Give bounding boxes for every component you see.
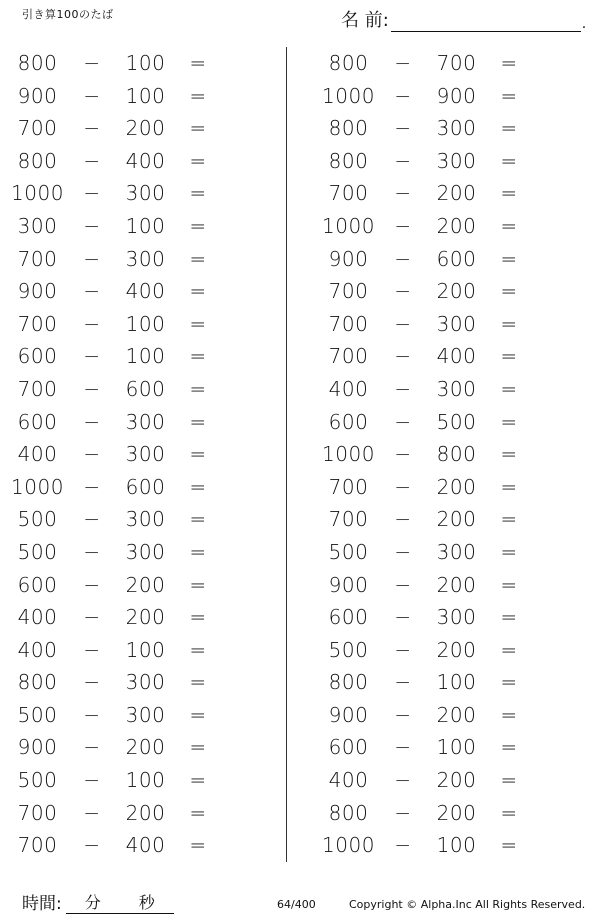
subtrahend: 200 bbox=[436, 637, 477, 662]
minus-sign: − bbox=[394, 539, 412, 564]
problem-row bbox=[0, 699, 270, 732]
subtrahend: 100 bbox=[436, 735, 477, 760]
page-number: 64/400 bbox=[277, 898, 316, 911]
problem-row bbox=[0, 145, 270, 178]
minus-sign: − bbox=[394, 702, 412, 727]
minuend: 500 bbox=[328, 637, 369, 662]
subtrahend: 300 bbox=[125, 670, 166, 695]
equals-sign: = bbox=[189, 51, 207, 75]
problem-row bbox=[311, 569, 581, 602]
equals-sign: = bbox=[500, 409, 518, 434]
equals-sign: = bbox=[500, 507, 518, 532]
minus-sign: − bbox=[83, 376, 101, 401]
minuend: 700 bbox=[328, 311, 369, 336]
equals-sign: = bbox=[500, 442, 518, 467]
subtrahend: 100 bbox=[125, 344, 166, 369]
minus-sign: − bbox=[394, 181, 412, 206]
problem-row bbox=[311, 601, 581, 634]
minus-sign: − bbox=[394, 344, 412, 369]
equals-sign: = bbox=[500, 181, 518, 206]
problem-row bbox=[0, 275, 270, 308]
minuend: 700 bbox=[17, 800, 58, 825]
problem-row bbox=[311, 666, 581, 699]
equals-sign: = bbox=[500, 213, 518, 238]
subtrahend: 100 bbox=[125, 83, 166, 108]
minuend: 500 bbox=[17, 702, 58, 727]
minus-sign: − bbox=[83, 800, 101, 825]
minus-sign: − bbox=[394, 572, 412, 597]
subtrahend: 300 bbox=[436, 148, 477, 173]
minuend: 700 bbox=[328, 507, 369, 532]
subtrahend: 100 bbox=[125, 311, 166, 336]
minuend: 800 bbox=[17, 670, 58, 695]
minuend: 1000 bbox=[322, 213, 375, 238]
minus-sign: − bbox=[83, 637, 101, 662]
minus-sign: − bbox=[83, 670, 101, 695]
minuend: 800 bbox=[328, 116, 369, 141]
problem-column-left bbox=[0, 47, 270, 862]
minuend: 700 bbox=[17, 246, 58, 271]
subtrahend: 700 bbox=[436, 51, 477, 75]
equals-sign: = bbox=[500, 376, 518, 401]
equals-sign: = bbox=[189, 83, 207, 108]
minutes-label: 分 bbox=[84, 893, 101, 912]
minuend: 800 bbox=[328, 800, 369, 825]
subtrahend: 100 bbox=[125, 637, 166, 662]
problem-row bbox=[0, 243, 270, 276]
minuend: 400 bbox=[17, 442, 58, 467]
equals-sign: = bbox=[500, 148, 518, 173]
minuend: 900 bbox=[328, 572, 369, 597]
problem-row bbox=[311, 373, 581, 406]
equals-sign: = bbox=[500, 833, 518, 858]
problem-row bbox=[0, 177, 270, 210]
minuend: 700 bbox=[17, 116, 58, 141]
minus-sign: − bbox=[394, 768, 412, 793]
minuend: 400 bbox=[328, 768, 369, 793]
subtrahend: 800 bbox=[436, 442, 477, 467]
subtrahend: 400 bbox=[125, 833, 166, 858]
problem-row bbox=[311, 797, 581, 830]
worksheet-title: 引き算100のたば bbox=[22, 8, 114, 21]
subtrahend: 300 bbox=[436, 116, 477, 141]
minus-sign: − bbox=[394, 213, 412, 238]
minus-sign: − bbox=[394, 148, 412, 173]
equals-sign: = bbox=[189, 148, 207, 173]
subtrahend: 100 bbox=[436, 833, 477, 858]
equals-sign: = bbox=[500, 246, 518, 271]
equals-sign: = bbox=[500, 800, 518, 825]
problem-row bbox=[0, 601, 270, 634]
minuend: 700 bbox=[17, 376, 58, 401]
problem-row bbox=[0, 666, 270, 699]
equals-sign: = bbox=[500, 474, 518, 499]
equals-sign: = bbox=[500, 311, 518, 336]
subtrahend: 200 bbox=[436, 474, 477, 499]
minuend: 600 bbox=[328, 735, 369, 760]
subtrahend: 300 bbox=[436, 605, 477, 630]
equals-sign: = bbox=[189, 213, 207, 238]
subtrahend: 200 bbox=[436, 507, 477, 532]
minus-sign: − bbox=[394, 442, 412, 467]
subtrahend: 300 bbox=[125, 702, 166, 727]
equals-sign: = bbox=[500, 539, 518, 564]
subtrahend: 200 bbox=[436, 279, 477, 304]
equals-sign: = bbox=[189, 344, 207, 369]
equals-sign: = bbox=[189, 768, 207, 793]
problem-row bbox=[0, 569, 270, 602]
subtrahend: 400 bbox=[125, 279, 166, 304]
minuend: 800 bbox=[328, 148, 369, 173]
problem-row bbox=[311, 731, 581, 764]
minuend: 700 bbox=[17, 833, 58, 858]
problem-row bbox=[311, 634, 581, 667]
equals-sign: = bbox=[500, 605, 518, 630]
name-end-mark: . bbox=[581, 16, 587, 32]
problem-row bbox=[311, 177, 581, 210]
minuend: 1000 bbox=[11, 181, 64, 206]
minus-sign: − bbox=[394, 246, 412, 271]
problem-row bbox=[311, 340, 581, 373]
problem-row bbox=[311, 112, 581, 145]
subtrahend: 300 bbox=[436, 539, 477, 564]
subtrahend: 100 bbox=[125, 213, 166, 238]
subtrahend: 300 bbox=[125, 539, 166, 564]
minuend: 800 bbox=[17, 51, 58, 75]
subtrahend: 200 bbox=[125, 605, 166, 630]
subtrahend: 300 bbox=[436, 311, 477, 336]
subtrahend: 200 bbox=[125, 572, 166, 597]
problem-row bbox=[311, 536, 581, 569]
minus-sign: − bbox=[394, 833, 412, 858]
equals-sign: = bbox=[189, 279, 207, 304]
subtrahend: 300 bbox=[125, 246, 166, 271]
subtrahend: 300 bbox=[125, 507, 166, 532]
equals-sign: = bbox=[189, 605, 207, 630]
subtrahend: 900 bbox=[436, 83, 477, 108]
problem-row bbox=[311, 503, 581, 536]
problem-row bbox=[0, 797, 270, 830]
equals-sign: = bbox=[189, 409, 207, 434]
minuend: 900 bbox=[17, 83, 58, 108]
minus-sign: − bbox=[394, 735, 412, 760]
problem-row bbox=[0, 503, 270, 536]
subtrahend: 200 bbox=[436, 572, 477, 597]
subtrahend: 100 bbox=[125, 51, 166, 75]
time-label: 時間: bbox=[22, 894, 62, 914]
minus-sign: − bbox=[394, 507, 412, 532]
equals-sign: = bbox=[500, 116, 518, 141]
time-field bbox=[22, 889, 174, 914]
problem-row bbox=[311, 406, 581, 439]
minuend: 500 bbox=[17, 768, 58, 793]
problem-row bbox=[311, 764, 581, 797]
minus-sign: − bbox=[83, 474, 101, 499]
minus-sign: − bbox=[394, 311, 412, 336]
minuend: 300 bbox=[17, 213, 58, 238]
minuend: 900 bbox=[328, 702, 369, 727]
problem-row bbox=[0, 308, 270, 341]
minus-sign: − bbox=[83, 409, 101, 434]
equals-sign: = bbox=[189, 376, 207, 401]
equals-sign: = bbox=[189, 116, 207, 141]
problem-row bbox=[0, 471, 270, 504]
minuend: 500 bbox=[328, 539, 369, 564]
problem-row bbox=[311, 275, 581, 308]
subtrahend: 300 bbox=[436, 376, 477, 401]
minuend: 900 bbox=[328, 246, 369, 271]
problem-row bbox=[0, 373, 270, 406]
minus-sign: − bbox=[83, 833, 101, 858]
minuend: 600 bbox=[17, 572, 58, 597]
equals-sign: = bbox=[189, 637, 207, 662]
subtrahend: 400 bbox=[436, 344, 477, 369]
minus-sign: − bbox=[83, 735, 101, 760]
equals-sign: = bbox=[189, 311, 207, 336]
equals-sign: = bbox=[500, 279, 518, 304]
minus-sign: − bbox=[83, 246, 101, 271]
minus-sign: − bbox=[83, 539, 101, 564]
equals-sign: = bbox=[500, 637, 518, 662]
minus-sign: − bbox=[83, 148, 101, 173]
subtrahend: 100 bbox=[125, 768, 166, 793]
problem-row bbox=[311, 438, 581, 471]
minus-sign: − bbox=[83, 116, 101, 141]
equals-sign: = bbox=[500, 83, 518, 108]
minus-sign: − bbox=[394, 605, 412, 630]
minus-sign: − bbox=[83, 83, 101, 108]
minus-sign: − bbox=[83, 279, 101, 304]
equals-sign: = bbox=[189, 246, 207, 271]
minuend: 500 bbox=[17, 507, 58, 532]
minuend: 900 bbox=[17, 279, 58, 304]
subtrahend: 600 bbox=[125, 474, 166, 499]
problem-row bbox=[311, 80, 581, 113]
subtrahend: 300 bbox=[125, 181, 166, 206]
problem-row bbox=[311, 47, 581, 80]
subtrahend: 200 bbox=[436, 768, 477, 793]
problem-row bbox=[0, 47, 270, 80]
problem-row bbox=[0, 80, 270, 113]
minuend: 400 bbox=[17, 605, 58, 630]
equals-sign: = bbox=[500, 51, 518, 75]
minuend: 1000 bbox=[322, 833, 375, 858]
minus-sign: − bbox=[83, 768, 101, 793]
minus-sign: − bbox=[394, 279, 412, 304]
problem-row bbox=[0, 731, 270, 764]
minuend: 700 bbox=[328, 181, 369, 206]
copyright-notice: Copyright © Alpha.Inc All Rights Reserved. bbox=[349, 898, 586, 911]
name-label: 名 前: bbox=[341, 10, 389, 31]
subtrahend: 400 bbox=[125, 148, 166, 173]
minus-sign: − bbox=[83, 702, 101, 727]
problem-row bbox=[311, 243, 581, 276]
minus-sign: − bbox=[83, 344, 101, 369]
problem-row bbox=[0, 112, 270, 145]
problem-row bbox=[0, 406, 270, 439]
equals-sign: = bbox=[189, 702, 207, 727]
minus-sign: − bbox=[83, 51, 101, 75]
minus-sign: − bbox=[83, 311, 101, 336]
problem-row bbox=[311, 145, 581, 178]
equals-sign: = bbox=[500, 670, 518, 695]
problem-row bbox=[0, 764, 270, 797]
seconds-label: 秒 bbox=[138, 893, 155, 912]
minus-sign: − bbox=[83, 181, 101, 206]
minus-sign: − bbox=[83, 213, 101, 238]
minuend: 1000 bbox=[322, 83, 375, 108]
subtrahend: 500 bbox=[436, 409, 477, 434]
problem-row bbox=[311, 210, 581, 243]
minus-sign: − bbox=[394, 637, 412, 662]
equals-sign: = bbox=[500, 735, 518, 760]
equals-sign: = bbox=[189, 442, 207, 467]
minuend: 900 bbox=[17, 735, 58, 760]
problem-column-right bbox=[311, 47, 581, 862]
subtrahend: 200 bbox=[436, 213, 477, 238]
problem-row bbox=[0, 438, 270, 471]
equals-sign: = bbox=[500, 702, 518, 727]
minuend: 500 bbox=[17, 539, 58, 564]
subtrahend: 100 bbox=[436, 670, 477, 695]
minus-sign: − bbox=[394, 376, 412, 401]
problem-row bbox=[0, 829, 270, 862]
problem-row bbox=[0, 536, 270, 569]
minuend: 400 bbox=[17, 637, 58, 662]
minuend: 400 bbox=[328, 376, 369, 401]
subtrahend: 600 bbox=[125, 376, 166, 401]
subtrahend: 200 bbox=[125, 116, 166, 141]
subtrahend: 200 bbox=[436, 800, 477, 825]
minuend: 600 bbox=[328, 409, 369, 434]
name-field bbox=[341, 6, 586, 32]
equals-sign: = bbox=[500, 344, 518, 369]
minuend: 600 bbox=[328, 605, 369, 630]
problem-row bbox=[0, 210, 270, 243]
minus-sign: − bbox=[394, 670, 412, 695]
minuend: 800 bbox=[328, 51, 369, 75]
equals-sign: = bbox=[189, 181, 207, 206]
subtrahend: 600 bbox=[436, 246, 477, 271]
equals-sign: = bbox=[189, 833, 207, 858]
time-underline bbox=[66, 890, 174, 914]
equals-sign: = bbox=[500, 768, 518, 793]
minuend: 700 bbox=[328, 344, 369, 369]
minuend: 1000 bbox=[11, 474, 64, 499]
minus-sign: − bbox=[83, 507, 101, 532]
subtrahend: 200 bbox=[436, 181, 477, 206]
minuend: 600 bbox=[17, 409, 58, 434]
problem-row bbox=[311, 471, 581, 504]
column-divider bbox=[286, 47, 287, 862]
equals-sign: = bbox=[189, 735, 207, 760]
minus-sign: − bbox=[394, 474, 412, 499]
equals-sign: = bbox=[189, 507, 207, 532]
equals-sign: = bbox=[189, 572, 207, 597]
equals-sign: = bbox=[500, 572, 518, 597]
subtrahend: 300 bbox=[125, 409, 166, 434]
subtrahend: 200 bbox=[436, 702, 477, 727]
problem-row bbox=[311, 308, 581, 341]
minus-sign: − bbox=[394, 51, 412, 75]
minus-sign: − bbox=[83, 605, 101, 630]
minuend: 700 bbox=[17, 311, 58, 336]
name-underline bbox=[391, 11, 581, 32]
problem-row bbox=[0, 340, 270, 373]
equals-sign: = bbox=[189, 670, 207, 695]
minuend: 1000 bbox=[322, 442, 375, 467]
equals-sign: = bbox=[189, 474, 207, 499]
equals-sign: = bbox=[189, 539, 207, 564]
problem-row bbox=[0, 634, 270, 667]
subtrahend: 300 bbox=[125, 442, 166, 467]
minus-sign: − bbox=[83, 572, 101, 597]
minus-sign: − bbox=[394, 409, 412, 434]
subtrahend: 200 bbox=[125, 735, 166, 760]
problem-row bbox=[311, 699, 581, 732]
minuend: 800 bbox=[328, 670, 369, 695]
subtrahend: 200 bbox=[125, 800, 166, 825]
problem-row bbox=[311, 829, 581, 862]
minus-sign: − bbox=[394, 800, 412, 825]
minuend: 600 bbox=[17, 344, 58, 369]
minus-sign: − bbox=[394, 83, 412, 108]
minuend: 700 bbox=[328, 474, 369, 499]
equals-sign: = bbox=[189, 800, 207, 825]
minuend: 700 bbox=[328, 279, 369, 304]
minuend: 800 bbox=[17, 148, 58, 173]
minus-sign: − bbox=[394, 116, 412, 141]
minus-sign: − bbox=[83, 442, 101, 467]
